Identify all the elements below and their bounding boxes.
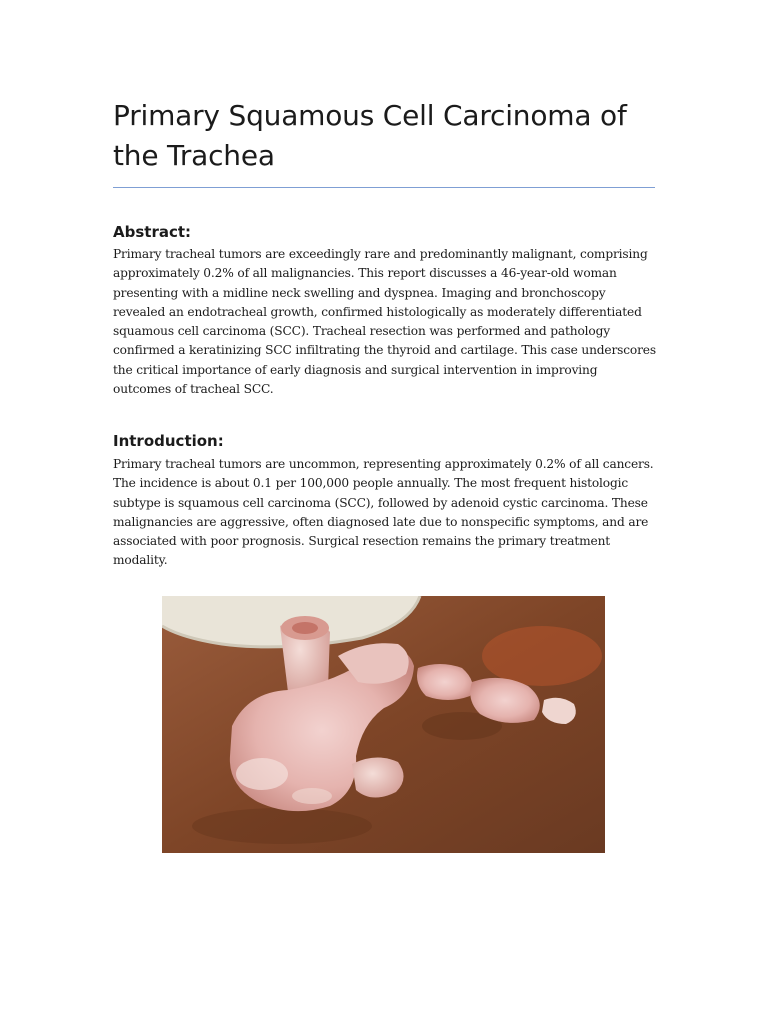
abstract-heading: Abstract: <box>113 223 192 241</box>
specimen-photo <box>162 596 605 853</box>
abstract-paragraph: Primary tracheal tumors are exceedingly rare and predominantly malignant, comprising approximately 0.2% of all malignancies. This report discusses a 46-year-old woman presenting with a midline neck swelling and dyspnea. Imaging and bronchoscopy revealed an endotracheal growth, confirmed histologically as moderately differentiated squamous cell carcinoma (SCC). Tracheal resection was performed and pathology confirmed a keratinizing SCC infiltrating the thyroid and cartilage. This case underscores the critical importance of early diagnosis and surgical intervention in improving outcomes of tracheal SCC. <box>113 247 656 397</box>
introduction-heading: Introduction: <box>113 432 224 450</box>
document-title: Primary Squamous Cell Carcinoma of the Trachea <box>113 99 627 172</box>
introduction-paragraph: Primary tracheal tumors are uncommon, representing approximately 0.2% of all cancers. The incidence is about 0.1 per 100,000 people annually. The most frequent histologic subtype is squamous cell carcinoma (SCC), followed by adenoid cystic carcinoma. These malignancies are aggressive, often diagnosed late due to nonspecific symptoms, and are associated with poor prognosis. Surgical resection remains the primary treatment modality. <box>113 457 654 568</box>
title-divider <box>113 187 655 188</box>
